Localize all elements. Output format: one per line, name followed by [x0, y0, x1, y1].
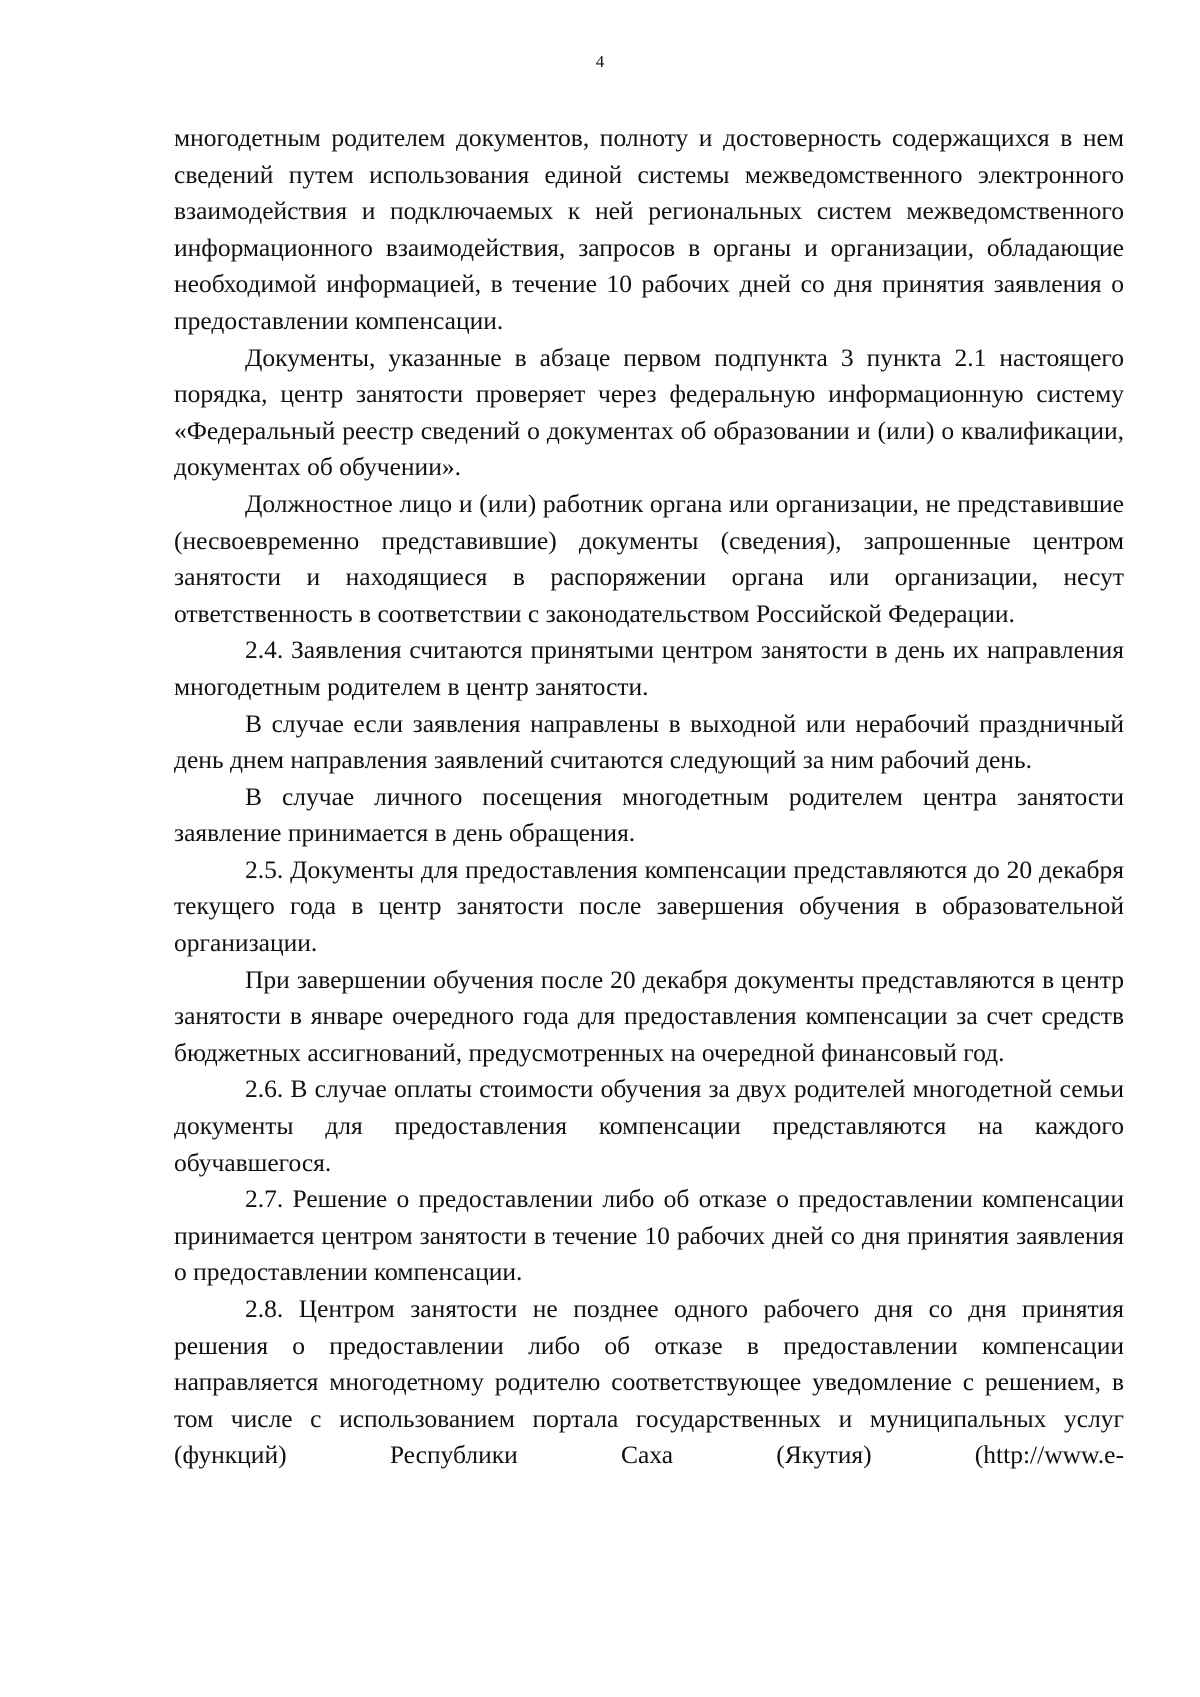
paragraph-responsibility: Должностное лицо и (или) работник органа или организации, не представившие (несвоевременно представившие) документы (сведения), запрошенные центром занятости и находящиеся в распоряжении органа или организации, несут ответственность в соответствии с законодательством Российской Федерации.: [174, 488, 1124, 628]
paragraph-continuation: многодетным родителем документов, полноту и достоверность содержащихся в нем сведений путем использования единой системы межведомственного электронного взаимодействия и подключаемых к ней региональных систем межведомственного информационного взаимодействия, запросов в органы и организации, обладающие необходимой информацией, в течение 10 рабочих дней со дня принятия заявления о предоставлении компенсации.: [174, 123, 1124, 335]
paragraph-2-5: 2.5. Документы для предоставления компенсации представляются до 20 декабря текущего года в центр занятости после завершения обучения в образовательной организации.: [174, 854, 1124, 958]
paragraph-2-6: 2.6. В случае оплаты стоимости обучения за двух родителей многодетной семьи документы для предоставления компенсации представляются на каждого обучавшегося.: [174, 1074, 1124, 1177]
page-number: 4: [595, 52, 605, 71]
paragraph-holiday: В случае если заявления направлены в выходной или нерабочий праздничный день днем направления заявлений считаются следующий за ним рабочий день.: [174, 708, 1124, 775]
paragraph-personal-visit: В случае личного посещения многодетным родителем центра занятости заявление принимается в день обращения.: [174, 781, 1124, 848]
paragraph-2-8: 2.8. Центром занятости не позднее одного рабочего дня со дня принятия решения о предоставлении либо об отказе в предоставлении компенсации направляется многодетному родителю соответствующее уведомление с решением, в том числе с использованием портала государственных и муниципальных услуг (функций) Республики Саха (Якутия) (http://www.e-: [174, 1294, 1124, 1470]
paragraph-after-december: При завершении обучения после 20 декабря документы представляются в центр занятости в январе очередного года для предоставления компенсации за счет средств бюджетных ассигнований, предусмотренных на очередной финансовый год.: [174, 964, 1124, 1067]
paragraph-2-4: 2.4. Заявления считаются принятыми центром занятости в день их направления многодетным родителем в центр занятости.: [174, 635, 1124, 701]
paragraph-2-7: 2.7. Решение о предоставлении либо об отказе о предоставлении компенсации принимается центром занятости в течение 10 рабочих дней со дня принятия заявления о предоставлении компенсации.: [174, 1184, 1124, 1287]
paragraph-documents-check: Документы, указанные в абзаце первом подпункта 3 пункта 2.1 настоящего порядка, центр занятости проверяет через федеральную информационную систему «Федеральный реестр сведений о документах об образовании и (или) о квалификации, документах об обучении».: [174, 342, 1124, 482]
document-body: [174, 120, 1124, 1474]
